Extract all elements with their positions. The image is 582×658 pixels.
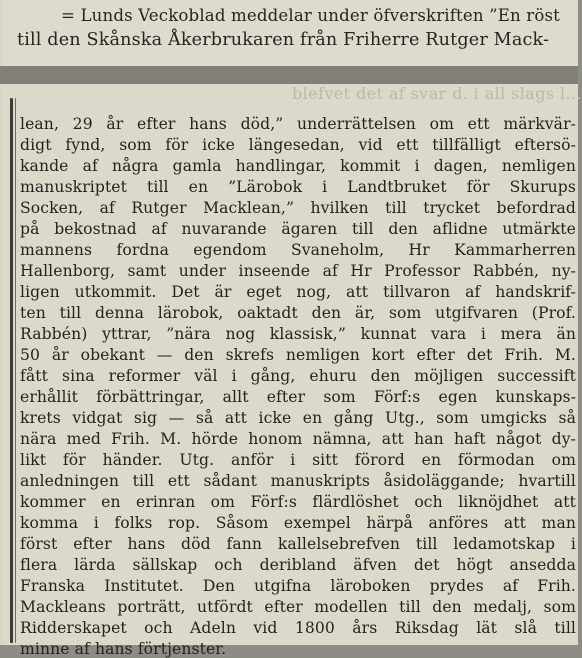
article-line: ten till denna lärobok, oaktadt den är, som utgifvaren (Prof. — [20, 304, 576, 322]
article-line: krets vidgat sig — så att icke en gång Utg., som umgicks så — [20, 409, 576, 427]
column-rule — [10, 98, 13, 643]
article-line: ligen utkommit. Det är eget nog, att tillvaron af handskrif- — [20, 283, 576, 301]
column-rule-thin — [15, 98, 16, 643]
top-clipping — [2, 0, 578, 67]
article-line: minne af hans förtjenster. — [20, 640, 227, 658]
article-line: komma i folks rop. Såsom exempel härpå anföres att man — [20, 514, 576, 532]
article-line: likt för händer. Utg. anför i sitt förord en förmodan om — [20, 451, 576, 469]
article-line: på bekostnad af nuvarande ägaren till den aflidne utmärkte — [20, 220, 576, 238]
article-line: Socken, af Rutger Macklean,” hvilken till trycket befordrad — [20, 199, 576, 217]
article-line: manuskriptet till en ”Lärobok i Landtbruket för Skurups — [20, 178, 576, 196]
article-line: digt fynd, som för icke längesedan, vid ett tillfälligt eftersö- — [20, 136, 576, 154]
bleed-through-text: blefvet det af svar d. i all slags l... — [292, 84, 582, 103]
article-line: Rabbén) yttrar, ”nära nog klassisk,” kunnat vara i mera än — [20, 325, 576, 343]
article-line: lean, 29 år efter hans död,” underrättelsen om ett märkvär- — [20, 115, 576, 133]
main-clipping — [2, 84, 582, 658]
scan-gap — [0, 66, 578, 84]
article-line: först efter hans död fann kallelsebrefven till ledamotskap i — [20, 535, 576, 553]
article-line: mannens fordna egendom Svaneholm, Hr Kammarherren — [20, 241, 576, 259]
article-line: Hallenborg, samt under inseende af Hr Professor Rabbén, ny- — [20, 262, 576, 280]
article-line: kommer en erinran om Förf:s flärdlöshet och liknöjdhet att — [20, 493, 576, 511]
article-line: erhållit förbättringar, allt efter som Förf:s egen kunskaps- — [20, 388, 576, 406]
article-line: Ridderskapet och Adeln vid 1800 års Riksdag lät slå till — [20, 619, 576, 637]
top-clipping-line: = Lunds Veckoblad meddelar under öfverskriften ”En röst — [61, 6, 560, 25]
top-clipping-line: till den Skånska Åkerbrukaren från Friherre Rutger Mack- — [17, 30, 550, 50]
article-line: Franska Institutet. Den utgifna läroboken prydes af Frih. — [20, 577, 576, 595]
article-line: 50 år obekant — den skrefs nemligen kort efter det Frih. M. — [20, 346, 576, 364]
article-line: kande af några gamla handlingar, kommit i dagen, nemligen — [20, 157, 576, 175]
article-line: flera lärda sällskap och deribland äfven det högt ansedda — [20, 556, 576, 574]
article-line: Mackleans porträtt, utfördt efter modellen till den medalj, som — [20, 598, 576, 616]
article-line: anledningen till ett sådant manuskripts åsidoläggande; hvartill — [20, 472, 576, 490]
article-line: nära med Frih. M. hörde honom nämna, att han haft något dy- — [20, 430, 576, 448]
article-line: fått sina reformer väl i gång, ehuru den möjligen successift — [20, 367, 576, 385]
